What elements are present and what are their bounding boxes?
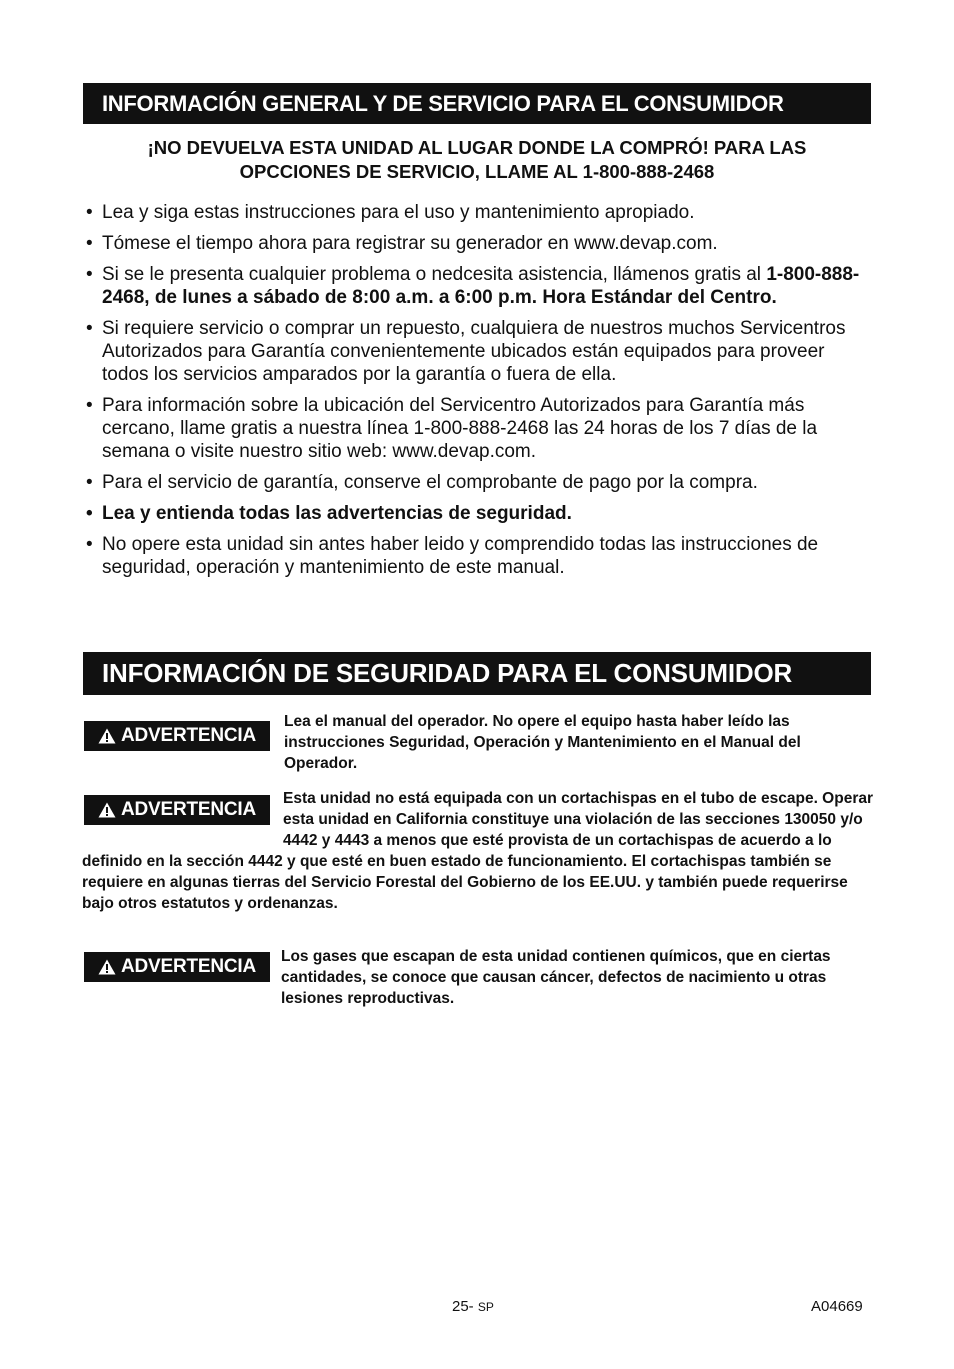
document-code: A04669 [811,1298,863,1315]
warning-badge [84,952,270,982]
warning-triangle-icon [98,728,116,744]
page-number: 25- SP [452,1298,494,1315]
warning-text: Lea el manual del operador. No opere el equipo hasta haber leído las instrucciones Seguridad, Operación y Mantenimiento en el Manual del Operador. [284,713,801,772]
badge-label: ADVERTENCIA [120,956,257,977]
section-header-safety-info [83,652,871,695]
warning-badge [84,721,270,751]
service-info-list [86,201,876,587]
section-title: INFORMACIÓN DE SEGURIDAD PARA EL CONSUMIDOR [102,658,793,688]
section-title: INFORMACIÓN GENERAL Y DE SERVICIO PARA EL CONSUMIDOR [102,90,784,116]
warning-triangle-icon [98,959,116,975]
warning-text: Esta unidad no está equipada con un cortachispas en el tubo de escape. Operar esta unidad en California constituye una violación de las secciones 130050 y/o 4442 y 4443 a menos que esté provista de un cortachispas de acuerdo a lo definido en la sección 4442 y que esté en buen estado de funcionamiento. El cortachispas también se requiere en algunas tierras del Servicio Forestal del Gobierno de los EE.UU. y también puede requerirse bajo otros estatutos y ordenanzas. [82,790,874,912]
section-header-general-info [83,83,871,124]
list-item: • Para información sobre la ubicación del Servicentro Autorizados para Garantía más cercano, llame gratis a nuestra línea 1-800-888-2468 las 24 horas de los 7 días de la semana o visite nuestro sitio web: www.devap.com. [86,394,876,463]
warning-block [82,788,882,914]
list-item: • Si requiere servicio o comprar un repuesto, cualquiera de nuestros muchos Servicentros Autorizados para Garantía convenientemente ubicados están equipados para proveer todos los servicios amparados por la garantía o fuera de ella. [86,317,876,386]
notice-line: OPCCIONES DE SERVICIO, LLAME AL 1-800-888-2468 [239,161,715,182]
service-hours: 1-800-888-2468, de lunes a sábado de 8:00 a.m. a 6:00 p.m. Hora Estándar del Centro. [102,264,860,308]
list-item: • Tómese el tiempo ahora para registrar su generador en www.devap.com. [86,232,876,255]
list-item: • Si se le presenta cualquier problema o nedcesita asistencia, llámenos gratis al 1-800-888-2468, de lunes a sábado de 8:00 a.m. a 6:00 p.m. Hora Estándar del Centro. [86,263,876,309]
warning-text: Los gases que escapan de esta unidad contienen químicos, que en ciertas cantidades, se conoce que causan cáncer, defectos de nacimiento u otras lesiones reproductivas. [281,948,831,1007]
notice-line: ¡NO DEVUELVA ESTA UNIDAD AL LUGAR DONDE LA COMPRÓ! PARA LAS [147,137,807,158]
list-item: • No opere esta unidad sin antes haber leido y comprendido todas las instrucciones de seguridad, operación y mantenimiento de este manual. [86,533,876,579]
list-item: • Para el servicio de garantía, conserve el comprobante de pago por la compra. [86,471,876,494]
badge-label: ADVERTENCIA [120,725,257,746]
list-item: • Lea y siga estas instrucciones para el uso y mantenimiento apropiado. [86,201,876,224]
badge-label: ADVERTENCIA [120,799,257,820]
list-item: • Lea y entienda todas las advertencias de seguridad. [86,502,876,525]
return-notice [83,136,871,184]
